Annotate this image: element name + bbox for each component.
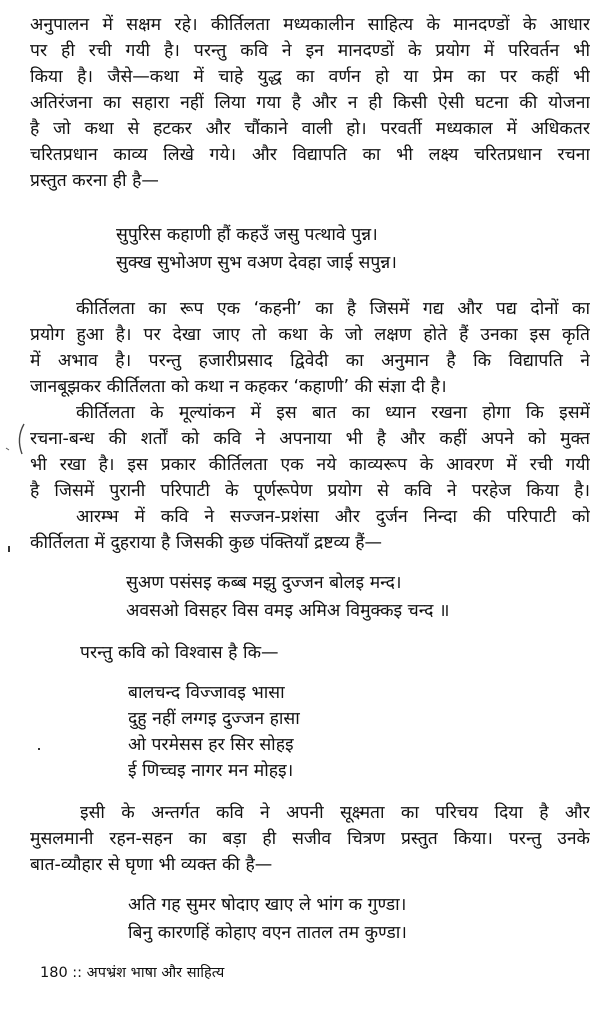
paragraph-line: कीर्तिलता में दुहराया है जिसकी कुछ पंक्तियाँ द्रष्टव्य हैं— — [30, 533, 383, 553]
paragraph-line: में अभाव है। परन्तु हजारीप्रसाद द्विवेदी का अनुमान है कि विद्यापति ने — [30, 351, 590, 371]
verse-line: सुपुरिस कहाणी हौं कहउँ जसु पत्थावे पुन्न। — [116, 225, 378, 245]
paragraph-line: है जो कथा से हटकर और चौंकाने वाली हो। परवर्ती मध्यकाल में अधिकतर — [30, 119, 590, 139]
margin-speck — [38, 748, 40, 750]
paragraph-line: है जिसमें पुरानी परिपाटी के पूर्णरूपेण प्रयोग से कवि ने परहेज किया है। — [30, 481, 590, 501]
verse-line: सुक्ख सुभोअण सुभ वअण देवहा जाई सपुन्न। — [116, 253, 397, 273]
paragraph-line: आरम्भ में कवि ने सज्जन-प्रशंसा और दुर्जन निन्दा की परिपाटी को — [76, 507, 590, 527]
paragraph-line: बात-व्यौहार से घृणा भी व्यक्त की है— — [30, 855, 273, 875]
paragraph-line: इसी के अन्तर्गत कवि ने अपनी सूक्ष्मता का परिचय दिया है और — [80, 803, 590, 823]
page-footer: 180 :: अपभ्रंश भाषा और साहित्य — [40, 965, 225, 981]
paragraph-line: किया है। जैसे—कथा में चाहे युद्ध का वर्णन हो या प्रेम का पर कहीं भी — [30, 67, 590, 87]
paragraph-line: प्रयोग हुआ है। पर देखा जाए तो कथा के जो लक्षण होते हैं उनका इस कृति — [30, 325, 590, 345]
verse-line: बिनु कारणहिं कोहाए वएन तातल तम कुण्डा। — [128, 923, 407, 943]
paragraph-line: अतिरंजना का सहारा नहीं लिया गया है और न ही किसी ऐसी घटना की योजना — [30, 93, 590, 113]
paragraph-line: मुसलमानी रहन-सहन का बड़ा ही सजीव चित्रण प्रस्तुत किया। परन्तु उनके — [30, 829, 590, 849]
verse-line: ई णिच्चइ नागर मन मोहइ। — [128, 761, 294, 781]
paragraph-line: भी रखा है। इस प्रकार कीर्तिलता एक नये काव्यरूप के आवरण में रची गयी — [30, 455, 590, 475]
verse-line: अवसओ विसहर विस वमइ अमिअ विमुक्कइ चन्द ॥ — [126, 601, 450, 621]
paragraph-line: कीर्तिलता का रूप एक ‘कहनी’ का है जिसमें गद्य और पद्य दोनों का — [76, 299, 590, 319]
verse-line: सुअण पसंसइ कब्ब मझु दुज्जन बोलइ मन्द। — [126, 573, 402, 593]
paragraph-line: कीर्तिलता के मूल्यांकन में इस बात का ध्यान रखना होगा कि इसमें — [76, 403, 590, 423]
paragraph-line: जानबूझकर कीर्तिलता को कथा न कहकर ‘कहाणी’ की संज्ञा दी है। — [30, 377, 447, 397]
margin-speck — [8, 546, 10, 552]
margin-pen-mark — [2, 420, 32, 470]
paragraph-line: रचना-बन्ध की शर्तों को कवि ने अपनाया भी है और कहीं अपने को मुक्त — [30, 429, 590, 449]
paragraph-line: परन्तु कवि को विश्वास है कि— — [80, 643, 279, 663]
paragraph-line: चरितप्रधान काव्य लिखे गये। और विद्यापति का भी लक्ष्य चरितप्रधान रचना — [30, 145, 590, 165]
verse-line: बालचन्द विज्जावइ भासा — [128, 683, 285, 703]
paragraph-line: पर ही रची गयी है। परन्तु कवि ने इन मानदण्डों के प्रयोग में परिवर्तन भी — [30, 41, 590, 61]
verse-line: अति गह सुमर षोदाए खाए ले भांग क गुण्डा। — [128, 895, 407, 915]
verse-line: दुहु नहीं लग्गइ दुज्जन हासा — [128, 709, 300, 729]
paragraph-line: अनुपालन में सक्षम रहे। कीर्तिलता मध्यकालीन साहित्य के मानदण्डों के आधार — [30, 15, 590, 35]
paragraph-line: प्रस्तुत करना ही है— — [30, 171, 159, 191]
verse-line: ओ परमेसस हर सिर सोहइ — [128, 735, 294, 755]
